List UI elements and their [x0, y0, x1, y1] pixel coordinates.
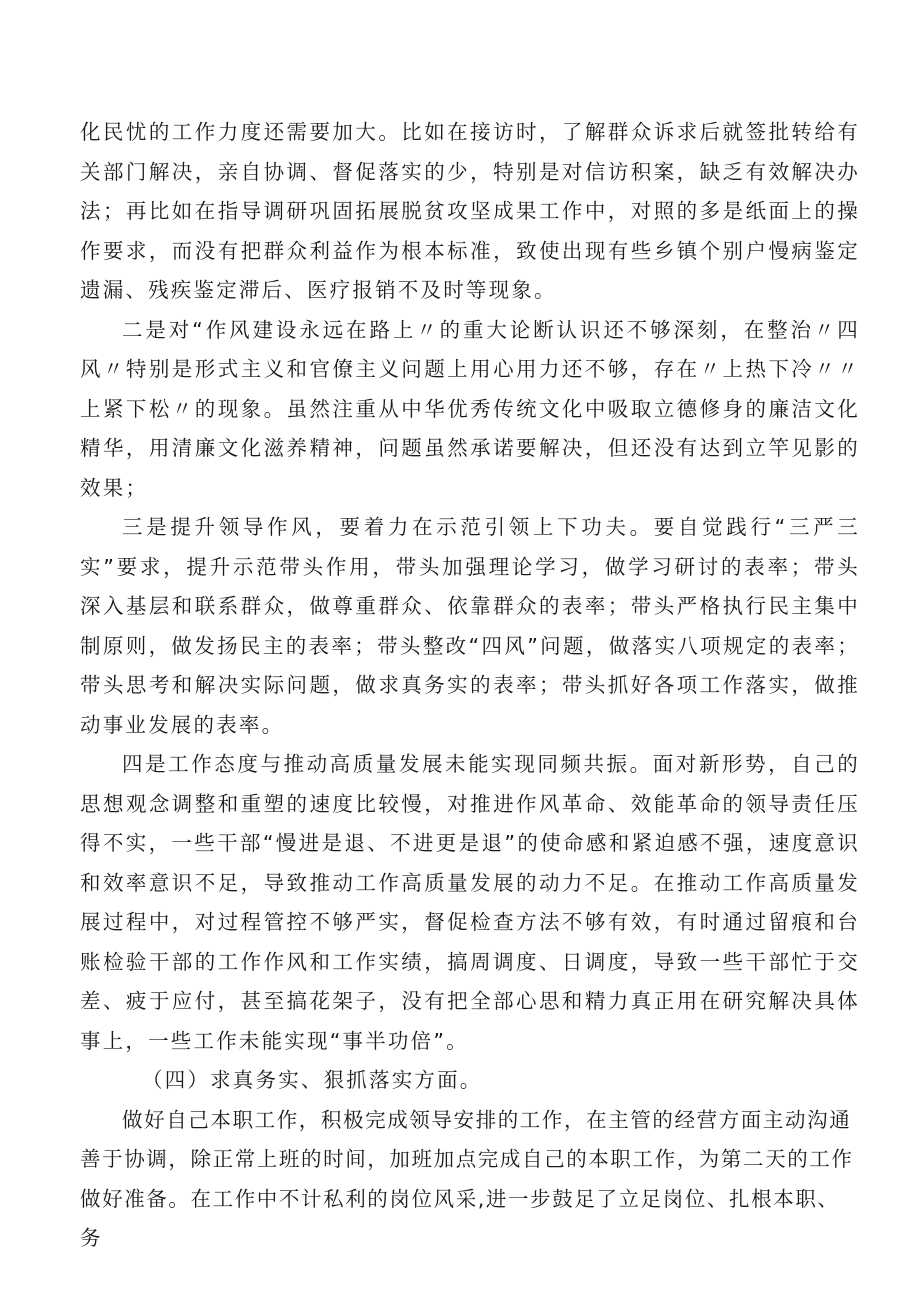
paragraph-point-two: 二是对“作风建设永远在路上〃的重大论断认识还不够深刻，在整治〃四风〃特别是形式主义和官僚主义问题上用心用力还不够，存在〃上热下冷〃〃上紧下松〃的现象。虽然注重从中华优秀传统文化中吸取立德修身的廉洁文化精华，用清廉文化滋养精神，问题虽然承诺要解决，但还没有达到立竿见影的效果；	[80, 317, 860, 500]
final-line-3: 做好准备。在工作中不计私利的岗位风采,进一步鼓足了立足岗位、扎根本职、务	[80, 1186, 840, 1250]
final-paragraph	[80, 1101, 860, 1259]
document-body	[80, 113, 860, 1259]
final-line-2: 善于协调，除正常上班的时间，加班加点完成自己的本职工作，为第二天的工作	[80, 1147, 854, 1171]
final-line-1: 做好自己本职工作，积极完成领导安排的工作，在主管的经营方面主动沟通	[122, 1107, 852, 1132]
section-heading: （四）求真务实、狠抓落实方面。	[142, 1068, 483, 1092]
paragraph-point-four: 四是工作态度与推动高质量发展未能实现同频共振。面对新形势，自己的思想观念调整和重塑的速度比较慢，对推进作风革命、效能革命的领导责任压得不实，一些干部“慢进是退、不进更是退”的使命感和紧迫感不强，速度意识和效率意识不足，导致推动工作高质量发展的动力不足。在推动工作高质量发展过程中，对过程管控不够严实，督促检查方法不够有效，有时通过留痕和台账检验干部的工作作风和工作实绩，搞周调度、日调度，导致一些干部忙于交差、疲于应付，甚至搞花架子，没有把全部心思和精力真正用在研究解决具体事上，一些工作未能实现“事半功倍”。	[80, 752, 860, 1053]
paragraph-continuation: 化民忧的工作力度还需要加大。比如在接访时，了解群众诉求后就签批转给有关部门解决，亲自协调、督促落实的少，特别是对信访积案，缺乏有效解决办法；再比如在指导调研巩固拓展脱贫攻坚成果工作中，对照的多是纸面上的操作要求，而没有把群众利益作为根本标准，致使出现有些乡镇个别户慢病鉴定遗漏、残疾鉴定滞后、医疗报销不及时等现象。	[80, 120, 860, 302]
paragraph-point-three: 三是提升领导作风，要着力在示范引领上下功夫。要自觉践行“三严三实”要求，提升示范带头作用，带头加强理论学习，做学习研讨的表率；带头深入基层和联系群众，做尊重群众、依靠群众的表率；带头严格执行民主集中制原则，做发扬民主的表率；带头整改“四风”问题，做落实八项规定的表率；带头思考和解决实际问题，做求真务实的表率；带头抓好各项工作落实，做推动事业发展的表率。	[80, 515, 860, 737]
